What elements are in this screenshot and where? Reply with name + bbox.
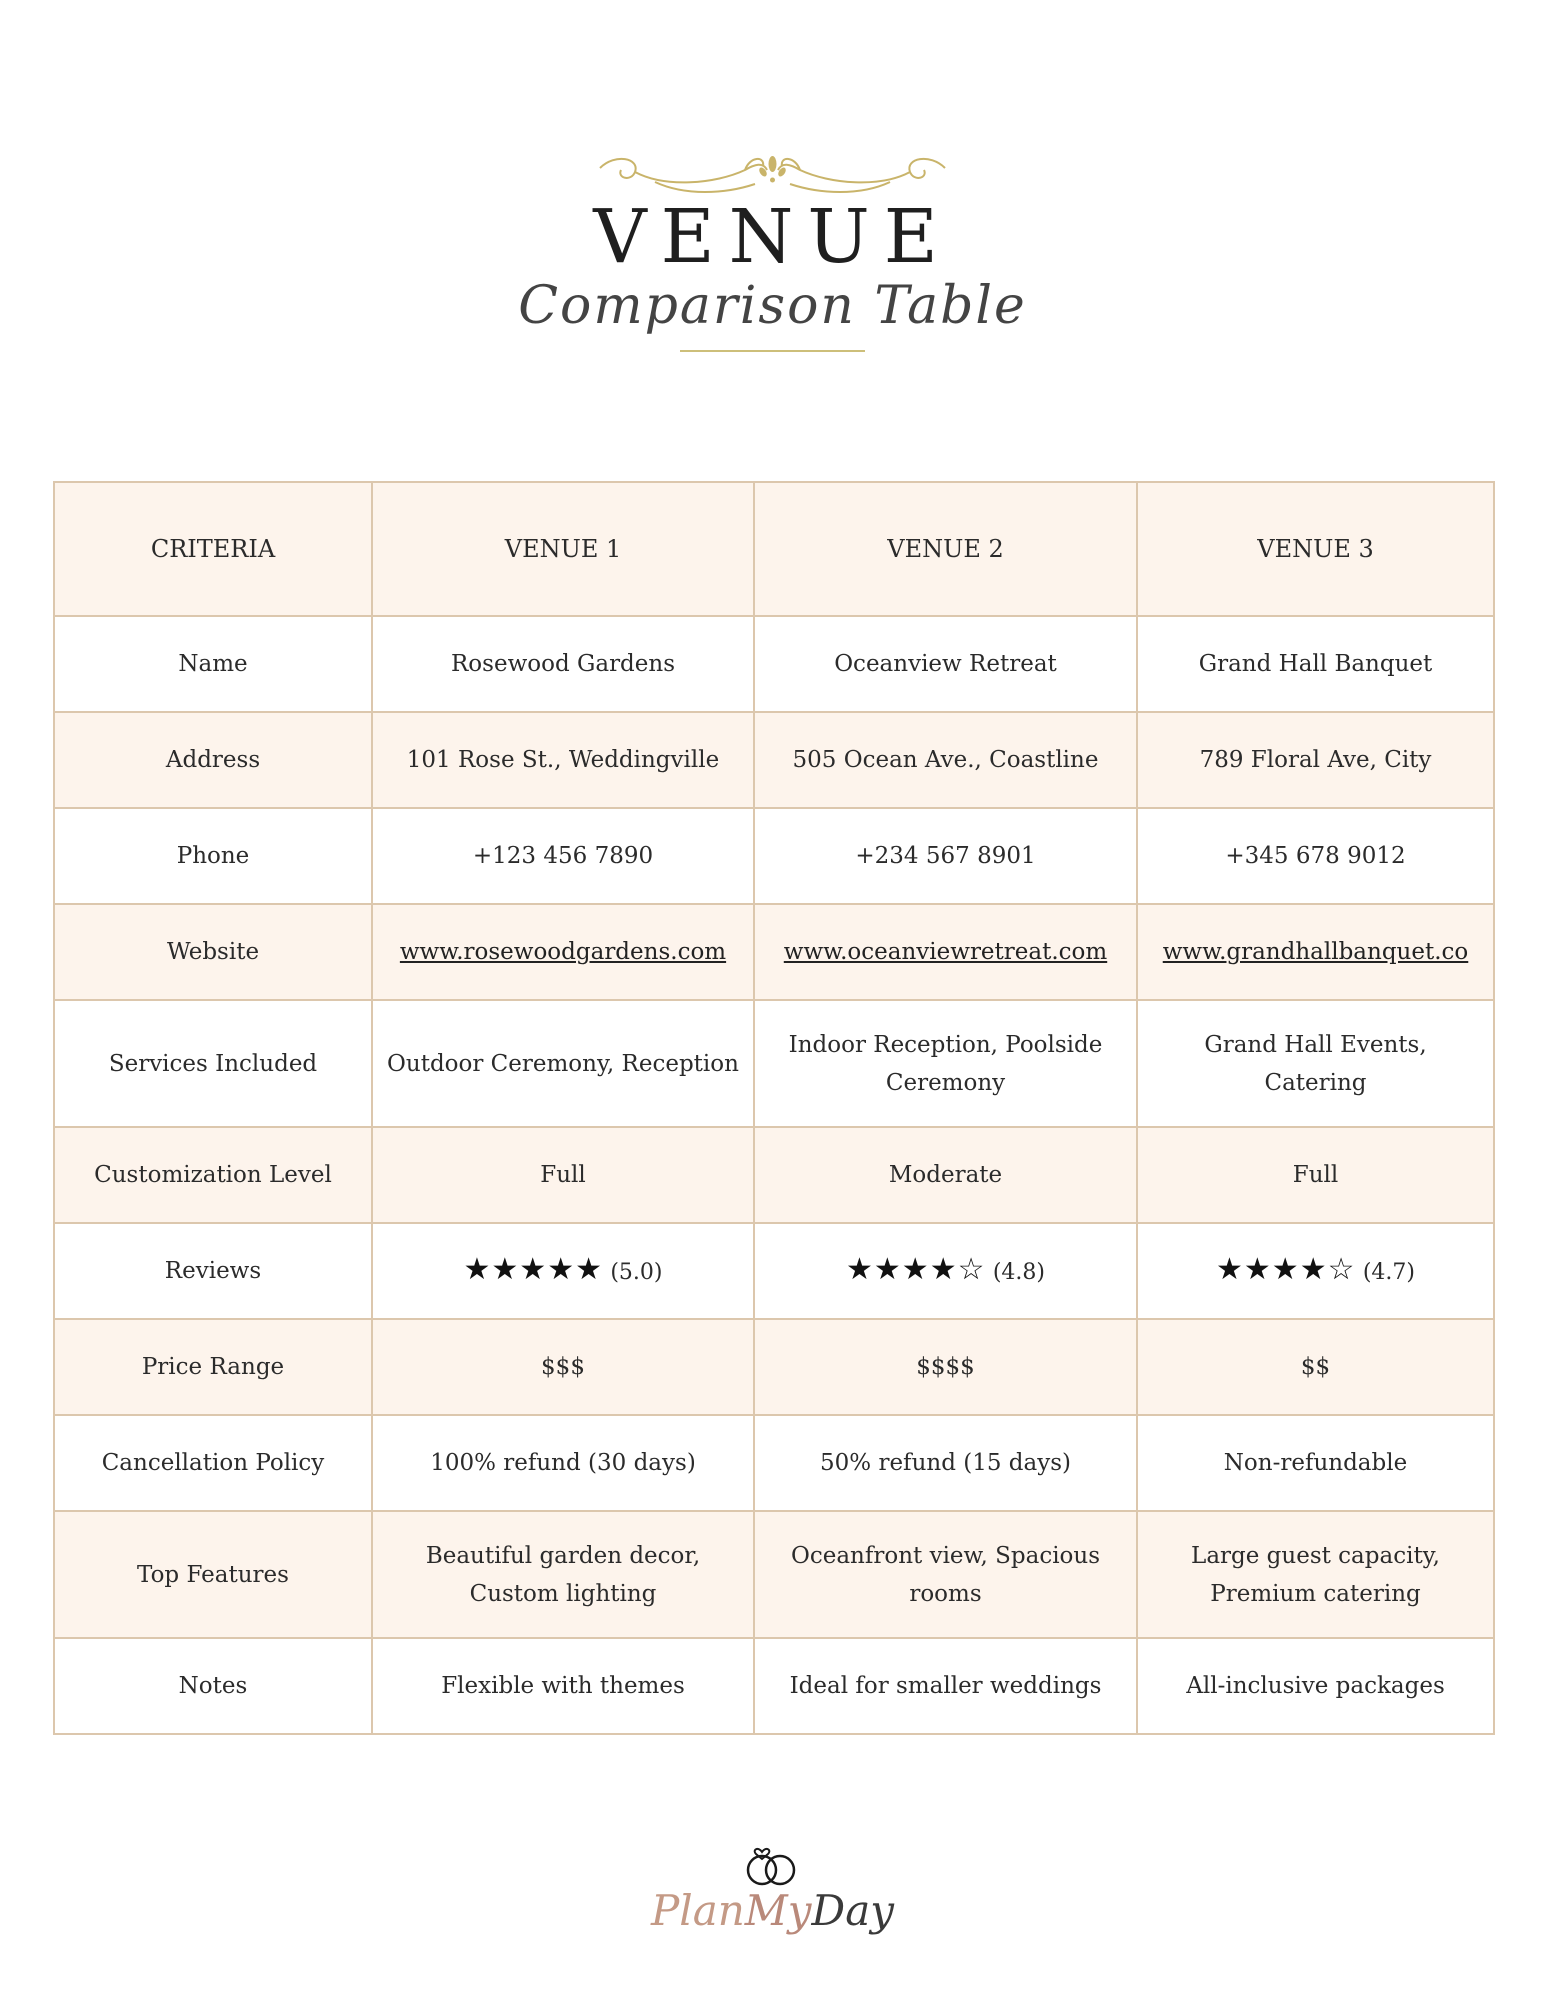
page-title: VENUE bbox=[593, 194, 952, 280]
page-subtitle: Comparison Table bbox=[518, 276, 1027, 336]
venue-1-website-cell bbox=[372, 904, 754, 1000]
venue-3-cell: Grand Hall Banquet bbox=[1137, 616, 1494, 712]
table-row-cancellation bbox=[54, 1415, 1494, 1511]
criteria-cell: Top Features bbox=[54, 1511, 372, 1638]
venue-1-website-link[interactable]: www.rosewoodgardens.com bbox=[399, 939, 727, 965]
venue-3-cell: 789 Floral Ave, City bbox=[1137, 712, 1494, 808]
table-row-name bbox=[54, 616, 1494, 712]
venue-2-website-cell bbox=[754, 904, 1137, 1000]
rating-value: (4.8) bbox=[992, 1259, 1045, 1285]
criteria-cell: Name bbox=[54, 616, 372, 712]
venue-3-reviews-cell bbox=[1137, 1223, 1494, 1319]
venue-2-website-link[interactable]: www.oceanviewretreat.com bbox=[783, 939, 1108, 965]
venue-3-cell: All-inclusive packages bbox=[1137, 1638, 1494, 1734]
table-row-address bbox=[54, 712, 1494, 808]
venue-3-cell: Full bbox=[1137, 1127, 1494, 1223]
table-row-website bbox=[54, 904, 1494, 1000]
venue-2-cell: Ideal for smaller weddings bbox=[754, 1638, 1137, 1734]
venue-1-cell: Full bbox=[372, 1127, 754, 1223]
brand-part-plan: Plan bbox=[651, 1886, 745, 1935]
criteria-cell: Services Included bbox=[54, 1000, 372, 1127]
venue-3-cell: Grand Hall Events, Catering bbox=[1137, 1000, 1494, 1127]
criteria-cell: Phone bbox=[54, 808, 372, 904]
venue-1-cell: Outdoor Ceremony, Reception bbox=[372, 1000, 754, 1127]
venue-1-cell: Flexible with themes bbox=[372, 1638, 754, 1734]
criteria-cell: Cancellation Policy bbox=[54, 1415, 372, 1511]
page-footer bbox=[0, 1838, 1545, 1958]
table-row-price bbox=[54, 1319, 1494, 1415]
table-row-notes bbox=[54, 1638, 1494, 1734]
venue-3-cell: Large guest capacity, Premium catering bbox=[1137, 1511, 1494, 1638]
criteria-cell: Notes bbox=[54, 1638, 372, 1734]
venue-3-cell: $$ bbox=[1137, 1319, 1494, 1415]
venue-1-cell: 101 Rose St., Weddingville bbox=[372, 712, 754, 808]
column-header-criteria: CRITERIA bbox=[54, 482, 372, 616]
venue-1-cell: +123 456 7890 bbox=[372, 808, 754, 904]
venue-1-cell: Rosewood Gardens bbox=[372, 616, 754, 712]
venue-1-reviews-cell bbox=[372, 1223, 754, 1319]
column-header-venue-1: VENUE 1 bbox=[372, 482, 754, 616]
venue-3-website-cell bbox=[1137, 904, 1494, 1000]
brand-part-day: Day bbox=[811, 1886, 894, 1935]
table-row-features bbox=[54, 1511, 1494, 1638]
table-row-reviews bbox=[54, 1223, 1494, 1319]
page-header bbox=[0, 140, 1545, 370]
table-header-row bbox=[54, 482, 1494, 616]
brand-logo bbox=[0, 1886, 1545, 1935]
star-rating-icon: ★★★★☆ bbox=[846, 1251, 986, 1287]
wedding-rings-icon bbox=[742, 1838, 802, 1890]
venue-1-cell: 100% refund (30 days) bbox=[372, 1415, 754, 1511]
criteria-cell: Address bbox=[54, 712, 372, 808]
criteria-cell: Price Range bbox=[54, 1319, 372, 1415]
venue-comparison-table bbox=[53, 481, 1495, 1735]
brand-part-my: My bbox=[744, 1886, 812, 1935]
venue-1-cell: Beautiful garden decor, Custom lighting bbox=[372, 1511, 754, 1638]
star-rating-icon: ★★★★☆ bbox=[1216, 1251, 1356, 1287]
title-underline bbox=[680, 350, 865, 352]
table-row-services bbox=[54, 1000, 1494, 1127]
venue-2-cell: +234 567 8901 bbox=[754, 808, 1137, 904]
criteria-cell: Website bbox=[54, 904, 372, 1000]
venue-2-cell: $$$$ bbox=[754, 1319, 1137, 1415]
criteria-cell: Reviews bbox=[54, 1223, 372, 1319]
venue-3-cell: +345 678 9012 bbox=[1137, 808, 1494, 904]
column-header-venue-3: VENUE 3 bbox=[1137, 482, 1494, 616]
table-row-customization bbox=[54, 1127, 1494, 1223]
venue-3-website-link[interactable]: www.grandhallbanquet.co bbox=[1162, 939, 1469, 965]
rating-value: (5.0) bbox=[610, 1259, 663, 1285]
venue-2-reviews-cell bbox=[754, 1223, 1137, 1319]
venue-2-cell: Oceanview Retreat bbox=[754, 616, 1137, 712]
venue-2-cell: Indoor Reception, Poolside Ceremony bbox=[754, 1000, 1137, 1127]
venue-1-cell: $$$ bbox=[372, 1319, 754, 1415]
venue-2-cell: Oceanfront view, Spacious rooms bbox=[754, 1511, 1137, 1638]
rating-value: (4.7) bbox=[1362, 1259, 1415, 1285]
criteria-cell: Customization Level bbox=[54, 1127, 372, 1223]
venue-2-cell: 50% refund (15 days) bbox=[754, 1415, 1137, 1511]
venue-2-cell: 505 Ocean Ave., Coastline bbox=[754, 712, 1137, 808]
table-row-phone bbox=[54, 808, 1494, 904]
venue-2-cell: Moderate bbox=[754, 1127, 1137, 1223]
column-header-venue-2: VENUE 2 bbox=[754, 482, 1137, 616]
star-rating-icon: ★★★★★ bbox=[463, 1251, 603, 1287]
venue-3-cell: Non-refundable bbox=[1137, 1415, 1494, 1511]
